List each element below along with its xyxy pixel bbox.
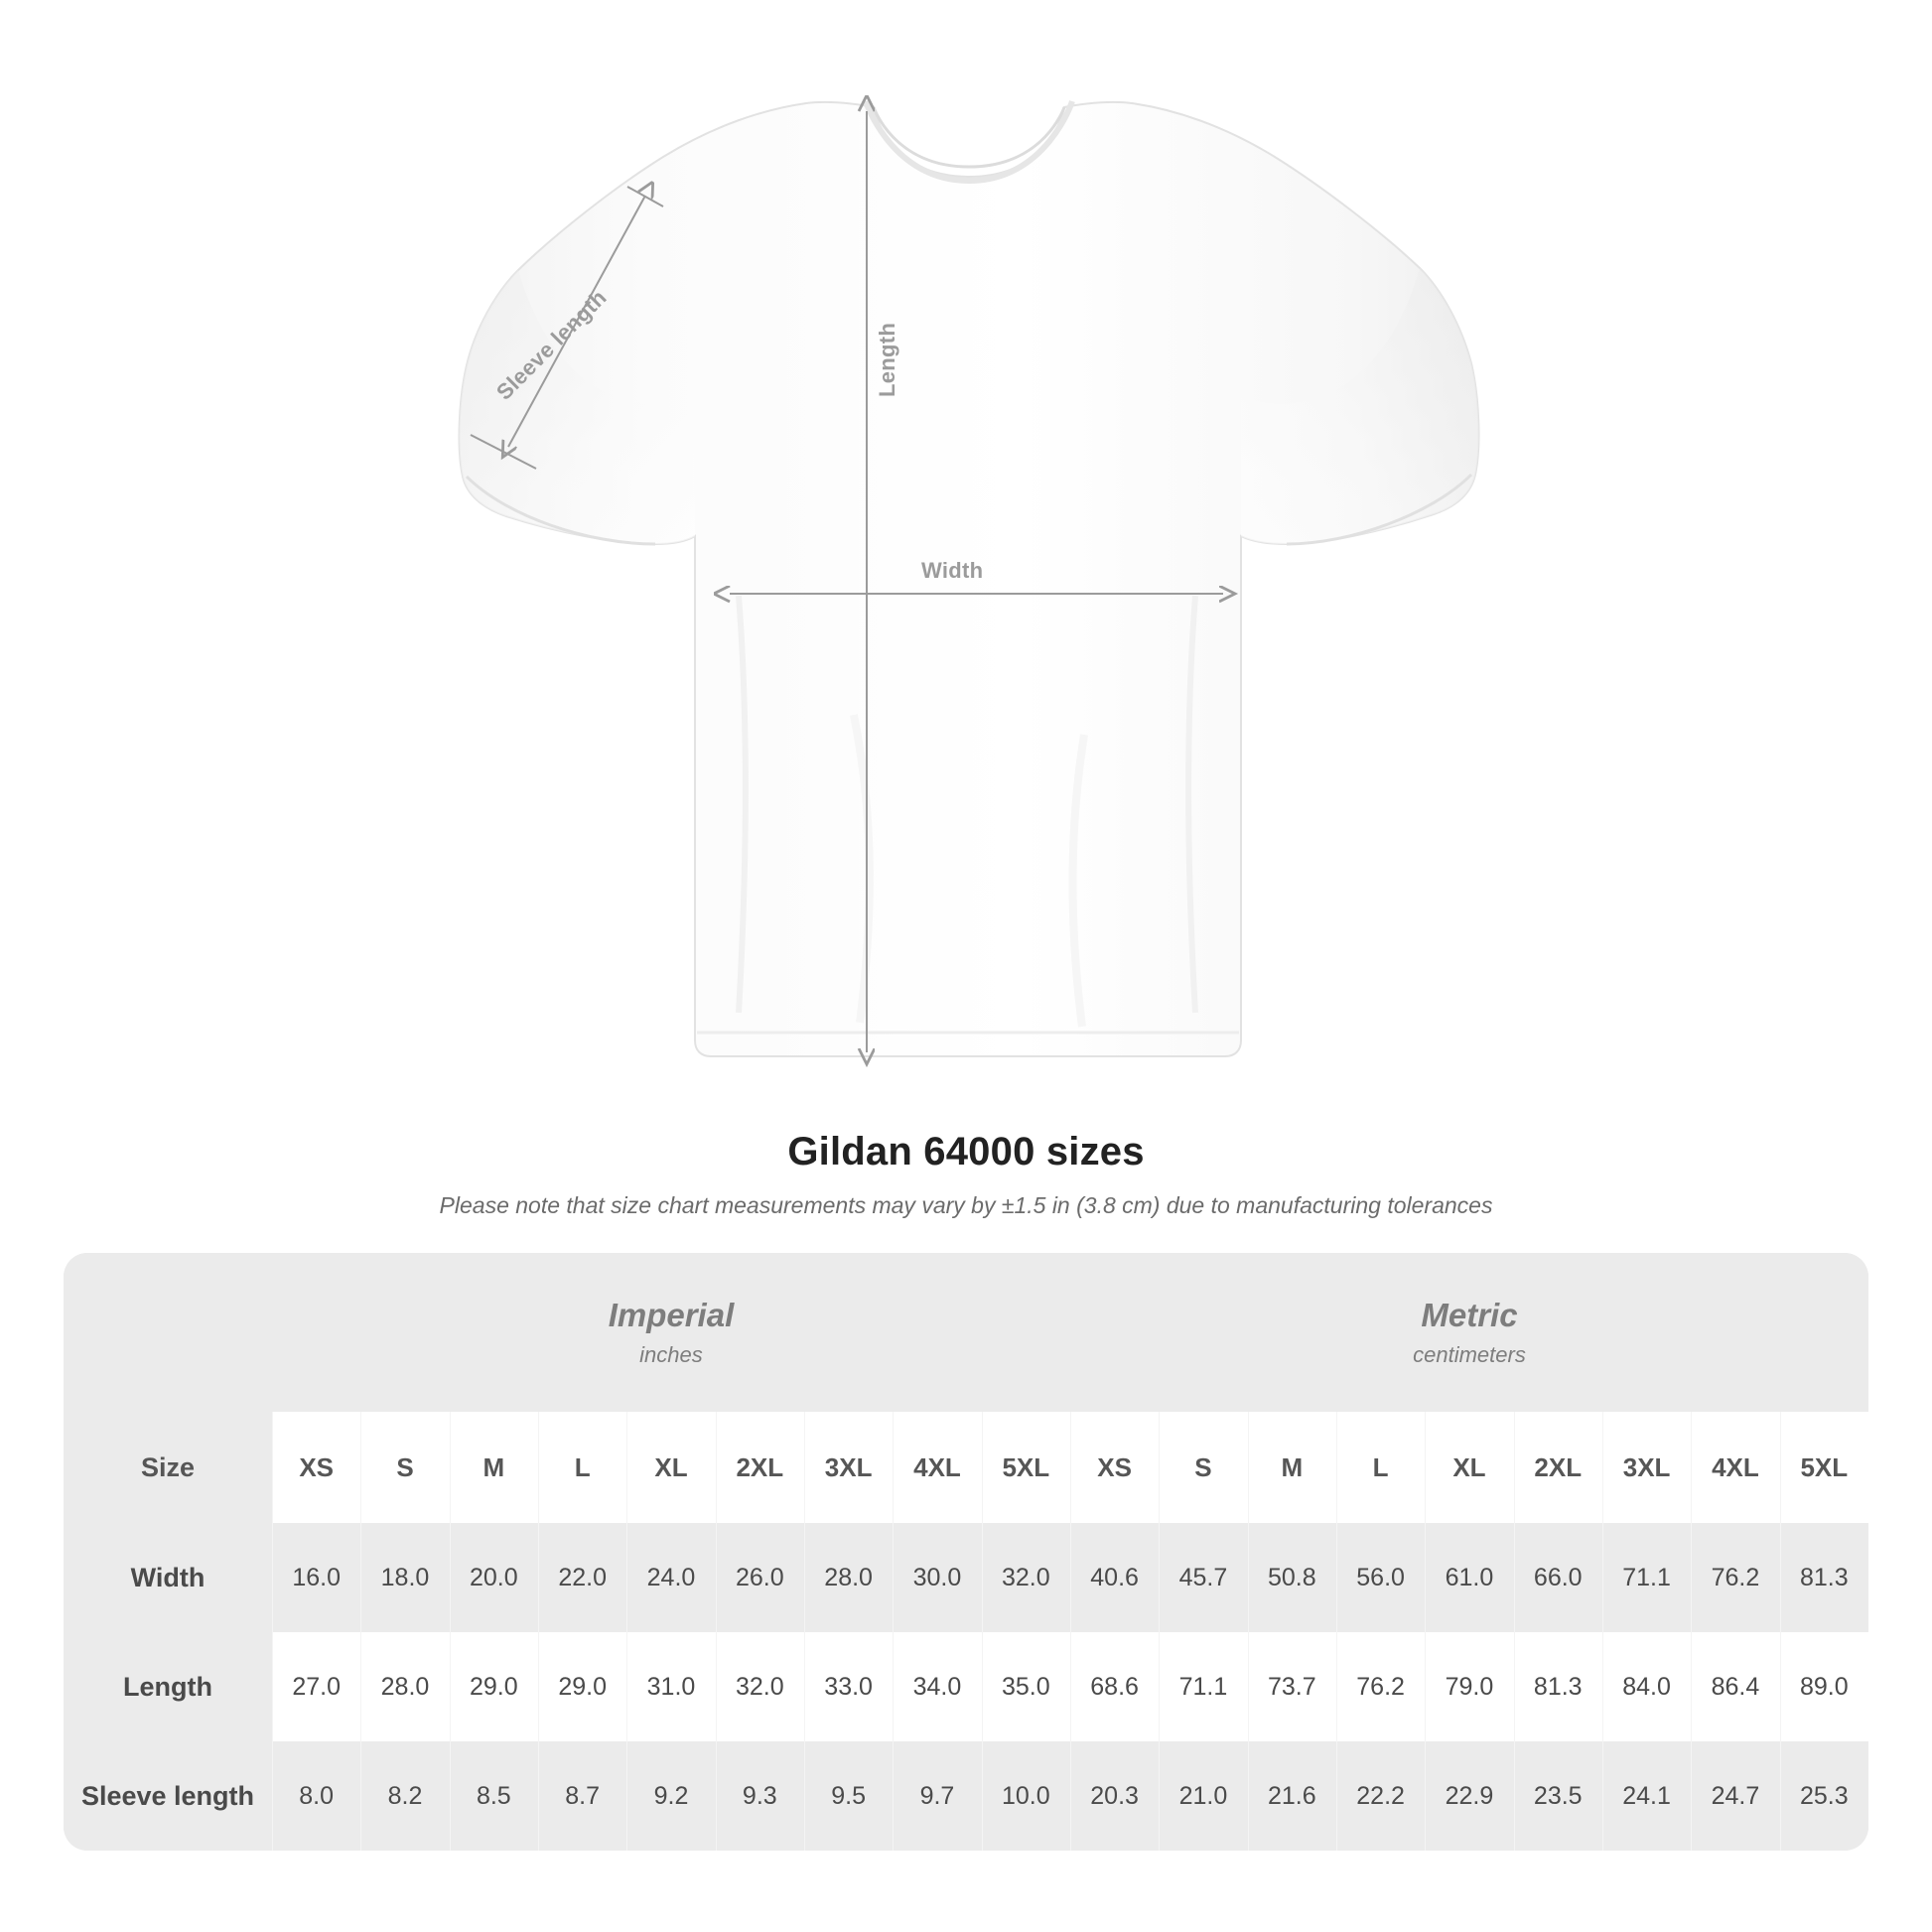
cell-width-imperial-m: 20.0: [450, 1523, 538, 1632]
cell-length-imperial-3xl: 33.0: [804, 1632, 893, 1741]
unit-group-imperial: [272, 1253, 1070, 1412]
cell-length-imperial-xs: 27.0: [272, 1632, 360, 1741]
size-header-metric-3xl: 3XL: [1602, 1412, 1691, 1523]
length-dimension-label: Length: [875, 322, 899, 397]
size-header-metric-m: M: [1248, 1412, 1336, 1523]
cell-sleeve-imperial-4xl: 9.7: [893, 1741, 981, 1851]
unit-banner-row: [64, 1253, 1868, 1412]
width-dimension-label: Width: [921, 558, 984, 583]
size-header-metric-xs: XS: [1070, 1412, 1159, 1523]
cell-sleeve-imperial-l: 8.7: [538, 1741, 626, 1851]
size-header-imperial-xs: XS: [272, 1412, 360, 1523]
size-header-imperial-5xl: 5XL: [982, 1412, 1070, 1523]
cell-sleeve-metric-3xl: 24.1: [1602, 1741, 1691, 1851]
cell-length-imperial-m: 29.0: [450, 1632, 538, 1741]
unit-system-metric: Metric: [1421, 1297, 1518, 1333]
size-header-imperial-4xl: 4XL: [893, 1412, 981, 1523]
cell-length-metric-4xl: 86.4: [1691, 1632, 1779, 1741]
cell-width-imperial-xs: 16.0: [272, 1523, 360, 1632]
cell-width-imperial-3xl: 28.0: [804, 1523, 893, 1632]
size-header-metric-s: S: [1159, 1412, 1247, 1523]
unit-group-metric: [1070, 1253, 1868, 1412]
size-header-row: [64, 1412, 1868, 1523]
cell-width-imperial-xl: 24.0: [626, 1523, 715, 1632]
cell-length-imperial-l: 29.0: [538, 1632, 626, 1741]
unit-spacer: [64, 1253, 272, 1412]
cell-length-metric-xl: 79.0: [1425, 1632, 1513, 1741]
cell-length-metric-m: 73.7: [1248, 1632, 1336, 1741]
cell-length-metric-s: 71.1: [1159, 1632, 1247, 1741]
cell-length-imperial-4xl: 34.0: [893, 1632, 981, 1741]
size-header-imperial-3xl: 3XL: [804, 1412, 893, 1523]
cell-length-imperial-s: 28.0: [360, 1632, 449, 1741]
cell-length-metric-3xl: 84.0: [1602, 1632, 1691, 1741]
row-label-width: Width: [64, 1523, 272, 1632]
size-header-metric-5xl: 5XL: [1780, 1412, 1868, 1523]
cell-width-metric-4xl: 76.2: [1691, 1523, 1779, 1632]
cell-sleeve-imperial-m: 8.5: [450, 1741, 538, 1851]
cell-sleeve-metric-xs: 20.3: [1070, 1741, 1159, 1851]
cell-length-metric-2xl: 81.3: [1514, 1632, 1602, 1741]
cell-length-imperial-2xl: 32.0: [716, 1632, 804, 1741]
tolerance-note: Please note that size chart measurements may vary by ±1.5 in (3.8 cm) due to manufacturing tolerances: [439, 1192, 1493, 1218]
cell-length-metric-xs: 68.6: [1070, 1632, 1159, 1741]
size-header-imperial-l: L: [538, 1412, 626, 1523]
cell-width-metric-3xl: 71.1: [1602, 1523, 1691, 1632]
size-header-imperial-s: S: [360, 1412, 449, 1523]
table-row: [64, 1523, 1868, 1632]
row-label-sleeve-length: Sleeve length: [64, 1741, 272, 1851]
unit-name-metric: centimeters: [1413, 1342, 1526, 1367]
size-header-label: Size: [64, 1412, 272, 1523]
cell-width-metric-l: 56.0: [1336, 1523, 1425, 1632]
unit-system-imperial: Imperial: [608, 1297, 735, 1333]
cell-sleeve-metric-xl: 22.9: [1425, 1741, 1513, 1851]
cell-width-metric-5xl: 81.3: [1780, 1523, 1868, 1632]
row-label-length: Length: [64, 1632, 272, 1741]
cell-sleeve-metric-2xl: 23.5: [1514, 1741, 1602, 1851]
cell-sleeve-imperial-xl: 9.2: [626, 1741, 715, 1851]
cell-length-imperial-5xl: 35.0: [982, 1632, 1070, 1741]
size-header-imperial-2xl: 2XL: [716, 1412, 804, 1523]
table-row: [64, 1741, 1868, 1851]
size-header-imperial-xl: XL: [626, 1412, 715, 1523]
cell-width-metric-2xl: 66.0: [1514, 1523, 1602, 1632]
cell-width-imperial-5xl: 32.0: [982, 1523, 1070, 1632]
cell-sleeve-imperial-3xl: 9.5: [804, 1741, 893, 1851]
cell-sleeve-imperial-5xl: 10.0: [982, 1741, 1070, 1851]
size-table: [64, 1253, 1868, 1851]
cell-sleeve-imperial-s: 8.2: [360, 1741, 449, 1851]
cell-width-metric-xl: 61.0: [1425, 1523, 1513, 1632]
cell-length-imperial-xl: 31.0: [626, 1632, 715, 1741]
cell-sleeve-metric-m: 21.6: [1248, 1741, 1336, 1851]
unit-name-imperial: inches: [639, 1342, 703, 1367]
size-header-metric-l: L: [1336, 1412, 1425, 1523]
size-table-container: [64, 1253, 1868, 1851]
cell-sleeve-imperial-2xl: 9.3: [716, 1741, 804, 1851]
table-row: [64, 1632, 1868, 1741]
size-header-imperial-m: M: [450, 1412, 538, 1523]
cell-sleeve-imperial-xs: 8.0: [272, 1741, 360, 1851]
size-header-metric-4xl: 4XL: [1691, 1412, 1779, 1523]
size-header-metric-xl: XL: [1425, 1412, 1513, 1523]
cell-sleeve-metric-s: 21.0: [1159, 1741, 1247, 1851]
cell-width-imperial-2xl: 26.0: [716, 1523, 804, 1632]
cell-width-imperial-s: 18.0: [360, 1523, 449, 1632]
cell-sleeve-metric-4xl: 24.7: [1691, 1741, 1779, 1851]
page-title: Gildan 64000 sizes: [787, 1130, 1145, 1173]
cell-width-imperial-4xl: 30.0: [893, 1523, 981, 1632]
title-block: [0, 1130, 1932, 1219]
size-header-metric-2xl: 2XL: [1514, 1412, 1602, 1523]
cell-sleeve-metric-5xl: 25.3: [1780, 1741, 1868, 1851]
cell-length-metric-l: 76.2: [1336, 1632, 1425, 1741]
cell-width-metric-s: 45.7: [1159, 1523, 1247, 1632]
sleeve-length-dimension-label: Sleeve length: [491, 284, 612, 405]
cell-width-metric-m: 50.8: [1248, 1523, 1336, 1632]
cell-sleeve-metric-l: 22.2: [1336, 1741, 1425, 1851]
cell-width-imperial-l: 22.0: [538, 1523, 626, 1632]
cell-length-metric-5xl: 89.0: [1780, 1632, 1868, 1741]
cell-width-metric-xs: 40.6: [1070, 1523, 1159, 1632]
